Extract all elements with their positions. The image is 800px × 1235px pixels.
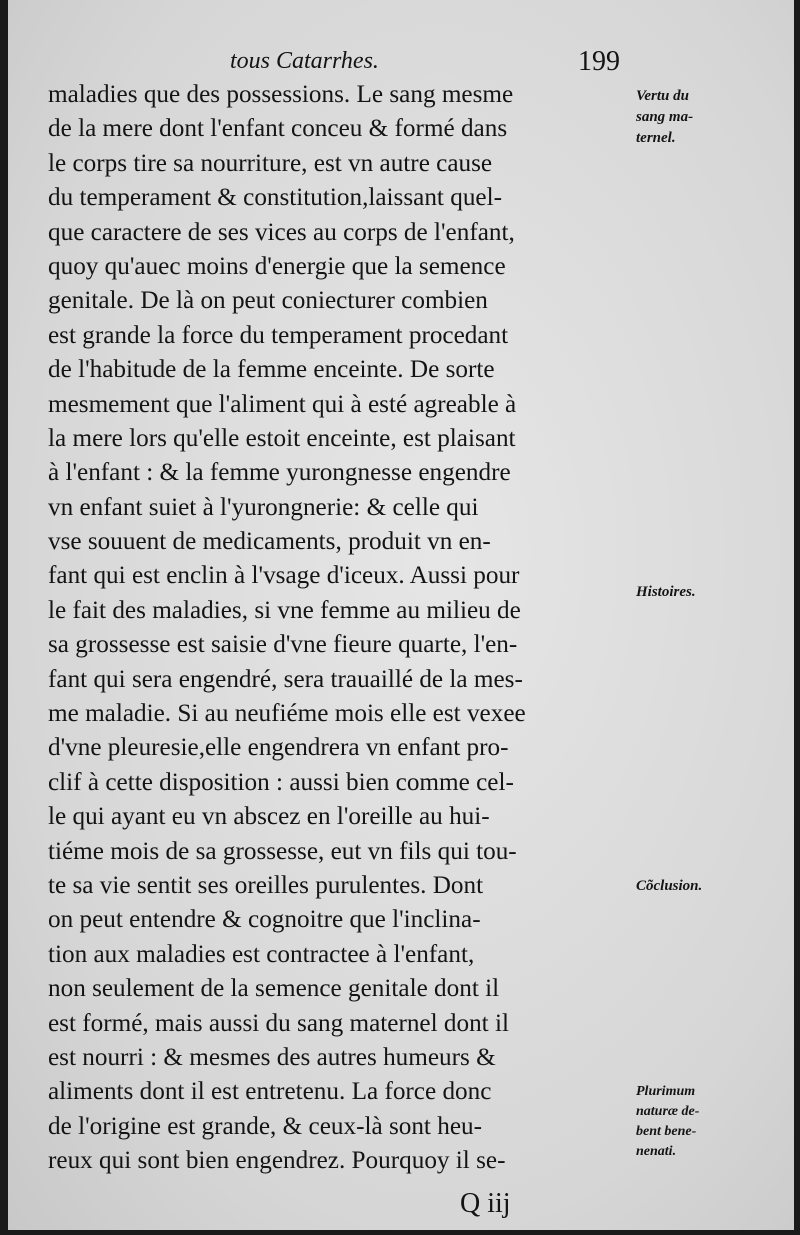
- text-line: clif à cette disposition : aussi bien comme cel-: [48, 768, 514, 796]
- text-line: que caractere de ses vices au corps de l'enfant,: [48, 218, 515, 246]
- text-line: me maladie. Si au neufiéme mois elle est vexee: [48, 700, 526, 728]
- page-number: 199: [578, 46, 620, 77]
- text-line: le qui ayant eu vn abscez en l'oreille au hui-: [48, 803, 490, 831]
- running-head-title: tous Catarrhes.: [230, 48, 379, 74]
- text-line: est grande la force du temperament procedant: [48, 321, 509, 349]
- body-text: [48, 78, 636, 1179]
- text-line: du temperament & constitution,laissant quel-: [48, 184, 502, 212]
- text-line: le fait des maladies, si vne femme au milieu de: [48, 596, 521, 624]
- margin-note-vertu: Vertu du sang ma- ternel.: [636, 88, 694, 146]
- text-line: vn enfant suiet à l'yurongnerie: & celle qui: [48, 493, 479, 521]
- text-line: reux qui sont bien engendrez. Pourquoy il se-: [48, 1147, 506, 1175]
- text-line: la mere lors qu'elle estoit enceinte, est plaisant: [48, 424, 516, 452]
- margin-note-histoires: Histoires.: [636, 584, 696, 600]
- text-line: te sa vie sentit ses oreilles purulentes. Dont: [48, 871, 484, 899]
- text-line: sa grossesse est saisie d'vne fieure quarte, l'en-: [48, 631, 518, 659]
- text-line: d'vne pleuresie,elle engendrera vn enfant pro-: [48, 734, 509, 762]
- text-line: de l'habitude de la femme enceinte. De sorte: [48, 356, 495, 384]
- text-line: à l'enfant : & la femme yurongnesse engendre: [48, 459, 511, 487]
- text-line: mesmement que l'aliment qui à esté agreable à: [48, 390, 517, 418]
- text-line: tiéme mois de sa grossesse, eut vn fils qui tou-: [48, 837, 517, 865]
- text-line: aliments dont il est entretenu. La force donc: [48, 1078, 492, 1106]
- text-line: on peut entendre & cognoitre que l'inclina-: [48, 906, 481, 934]
- text-line: vse souuent de medicaments, produit vn en-: [48, 528, 491, 556]
- running-head: [8, 46, 794, 80]
- text-line: non seulement de la semence genitale dont il: [48, 975, 500, 1003]
- margin-note-conclusion: Cõclusion.: [636, 878, 703, 894]
- text-line: maladies que des possessions. Le sang mesme: [48, 81, 514, 108]
- text-line: fant qui sera engendré, sera trauaillé de la mes-: [48, 665, 523, 693]
- text-line: de l'origine est grande, & ceux-là sont heu-: [48, 1112, 482, 1140]
- text-line: fant qui est enclin à l'vsage d'iceux. Aussi pour: [48, 562, 520, 590]
- text-line: genitale. De là on peut coniecturer combien: [48, 287, 488, 315]
- text-line: est nourri : & mesmes des autres humeurs &: [48, 1043, 496, 1071]
- text-line: est formé, mais aussi du sang maternel dont il: [48, 1009, 509, 1037]
- text-line: quoy qu'auec moins d'energie que la semence: [48, 252, 506, 280]
- text-line: le corps tire sa nourriture, est vn autre cause: [48, 149, 493, 177]
- book-page: [8, 0, 794, 1230]
- margin-note-plurimum: Plurimum naturæ de- bent bene- nenati.: [636, 1084, 700, 1159]
- text-line: de la mere dont l'enfant conceu & formé dans: [48, 115, 508, 143]
- text-line: tion aux maladies est contractee à l'enfant,: [48, 940, 475, 968]
- signature-mark: Q iij: [460, 1188, 511, 1219]
